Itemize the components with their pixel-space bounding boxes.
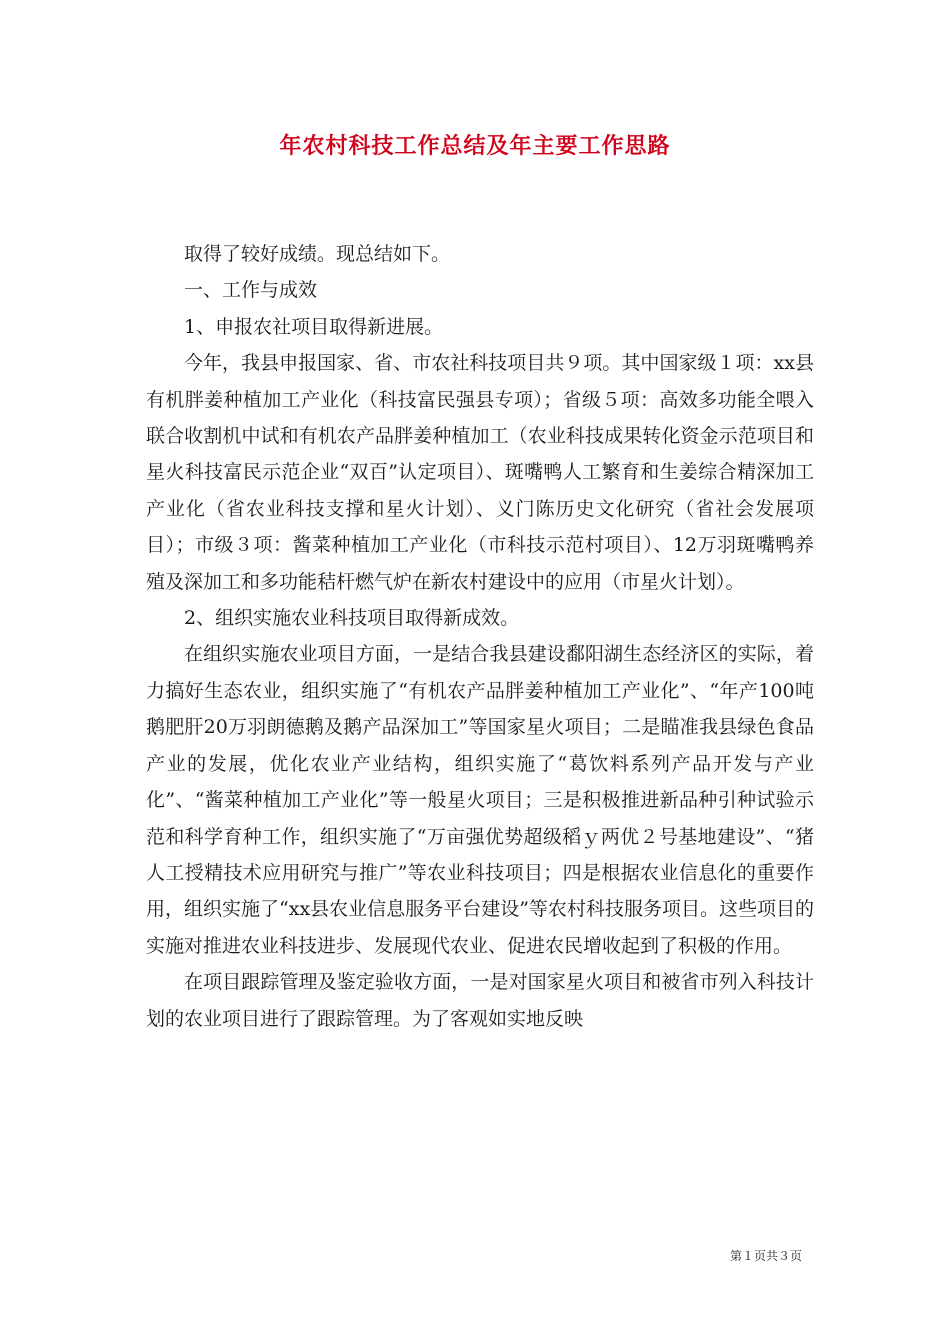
- paragraph-project-application: 今年，我县申报国家、省、市农社科技项目共９项。其中国家级１项：xx县有机胖姜种植加工产业化（科技富民强县专项）；省级５项：高效多功能全喂入联合收割机中试和有机农产品胖姜种植加工（农业科技成果转化资金示范项目和星火科技富民示范企业“双百”认定项目）、斑嘴鸭人工繁育和生姜综合精深加工产业化（省农业科技支撑和星火计划）、义门陈历史文化研究（省社会发展项目）；市级３项：酱菜种植加工产业化（市科技示范村项目）、12万羽斑嘴鸭养殖及深加工和多功能秸杆燃气炉在新农村建设中的应用（市星火计划）。: [146, 352, 814, 593]
- paragraph-intro: 取得了较好成绩。现总结如下。: [184, 243, 451, 265]
- document-title: 年农村科技工作总结及年主要工作思路: [279, 134, 671, 159]
- paragraph-project-tracking: 在项目跟踪管理及鉴定验收方面，一是对国家星火项目和被省市列入科技计划的农业项目进行了跟踪管理。为了客观如实地反映: [146, 971, 814, 1030]
- paragraph-project-implementation: 在组织实施农业项目方面，一是结合我县建设鄱阳湖生态经济区的实际，着力搞好生态农业，组织实施了“有机农产品胖姜种植加工产业化”、“年产100吨鹅肥肝20万羽朗德鹅及鹅产品深加工”等国家星火项目；二是瞄准我县绿色食品产业的发展，优化农业产业结构，组织实施了“葛饮料系列产品开发与产业化”、“酱菜种植加工产业化”等一般星火项目；三是积极推进新品种引种试验示范和科学育种工作，组织实施了“万亩强优势超级稻ｙ两优２号基地建设”、“猪人工授精技术应用研究与推广”等农业科技项目；四是根据农业信息化的重要作用，组织实施了“xx县农业信息服务平台建设”等农村科技服务项目。这些项目的实施对推进农业科技进步、发展现代农业、促进农民增收起到了积极的作用。: [146, 643, 814, 957]
- section-heading-work-results: 一、工作与成效: [184, 279, 318, 302]
- page-number: 第１页共３页: [729, 1249, 802, 1263]
- subheading-project-implementation: 2、组织实施农业科技项目取得新成效。: [184, 607, 520, 630]
- document-body: [146, 236, 814, 1037]
- subheading-project-application: 1、申报农社项目取得新进展。: [184, 315, 444, 338]
